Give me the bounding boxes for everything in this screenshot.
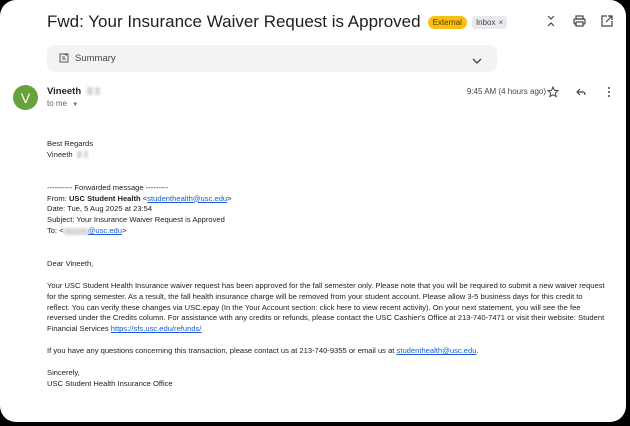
timestamp: 9:45 AM (4 hours ago) [466, 87, 546, 96]
email-body [47, 139, 607, 390]
message-actions [546, 85, 616, 99]
from-email-link[interactable]: studenthealth@usc.edu [147, 193, 228, 203]
forward-header: ---------- Forwarded message --------- [47, 182, 169, 192]
redacted-surname [84, 151, 88, 158]
redacted-surname [95, 87, 100, 95]
redacted-surname [87, 87, 93, 95]
summary-doc-icon [59, 50, 69, 68]
star-icon[interactable] [546, 85, 560, 99]
refunds-link[interactable]: https://sfs.usc.edu/refunds/ [110, 324, 202, 334]
avatar[interactable]: V [13, 85, 38, 110]
email-subject: Fwd: Your Insurance Waiver Request is Approved [47, 12, 421, 31]
signoff: Sincerely, [47, 367, 80, 377]
summary-button[interactable] [47, 45, 497, 72]
remove-label-icon[interactable]: × [498, 17, 504, 27]
sender-name[interactable]: Vineeth [47, 86, 100, 97]
recipient-dropdown[interactable]: to me ▼ [47, 99, 79, 108]
label-external: External [428, 16, 467, 29]
closing-name: Vineeth [47, 150, 607, 161]
forward-subject: Subject: Your Insurance Waiver Request is Approved [47, 215, 225, 225]
thread-toolbar [544, 14, 614, 28]
paragraph-contact: If you have any questions concerning this transaction, please contact us at 213-740-9355 or email us at studenthealth@usc.edu. [47, 346, 479, 356]
redacted-email [64, 228, 88, 235]
open-new-window-icon[interactable] [600, 14, 614, 28]
forward-to: To: < @usc.edu> [47, 226, 127, 236]
subject-row [47, 12, 507, 32]
more-vertical-icon[interactable] [602, 85, 616, 99]
label-inbox[interactable] [472, 16, 507, 29]
from-name: USC Student Health [68, 193, 141, 203]
print-icon[interactable] [572, 14, 586, 28]
paragraph-approval: Your USC Student Health Insurance waiver request has been approved for the fall semester only. Please note that you will be required to submit a new waiver request for the spring semester. As a result, the fall health insurance charge will be removed from your student account. Please allow 3-5 business days for this credit to reflect. You can verify these changes via USC.epay (In the Your Account section: click here to view recent activity). On your next statement, you will see the fee reversed under the Credits column. For assistance with any credits or refunds, please contact the USC Cashier's Office at 213-740-7471 or visit their website: Student Financial Services https://sfs.usc.edu/refunds/ [47, 280, 605, 334]
summary-label: Summary [75, 53, 116, 64]
contact-email-link[interactable]: studenthealth@usc.edu [396, 346, 477, 356]
redacted-surname [77, 151, 82, 158]
greeting: Dear Vineeth, [47, 258, 94, 268]
forward-from: From: USC Student Health <studenthealth@usc.edu> [47, 193, 232, 203]
closing-line: Best Regards [47, 139, 94, 148]
chevron-down-icon[interactable] [472, 52, 482, 70]
reply-icon[interactable] [574, 85, 588, 99]
caret-down-icon: ▼ [72, 102, 79, 108]
signature: USC Student Health Insurance Office [47, 378, 173, 388]
label-inbox-text: Inbox [475, 17, 496, 27]
expand-collapse-icon[interactable] [544, 14, 558, 28]
to-email-link[interactable]: @usc.edu [87, 226, 122, 236]
forward-date: Date: Tue, 5 Aug 2025 at 23:54 [47, 204, 153, 214]
